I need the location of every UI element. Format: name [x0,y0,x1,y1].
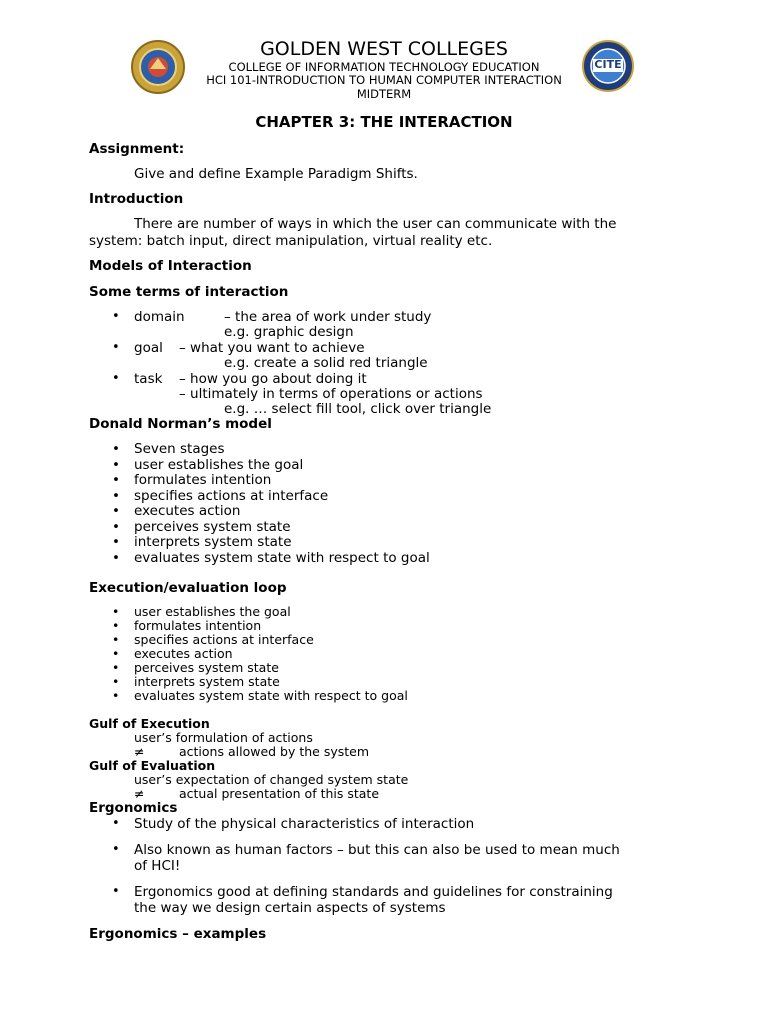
term-domain-eg: e.g. graphic design [224,324,354,340]
bullet: • [112,842,120,857]
term-goal-def: – what you want to achieve [179,340,365,356]
list-item: perceives system state [134,660,279,675]
bullet: • [112,674,120,689]
bullet: • [112,604,120,619]
term-label: MIDTERM [356,87,412,101]
list-item: executes action [134,503,241,519]
ergonomics-item-2b: of HCI! [134,858,181,874]
gulf-evaluation-heading: Gulf of Evaluation [89,758,216,773]
college-name: COLLEGE OF INFORMATION TECHNOLOGY EDUCATION [228,60,540,74]
gulf-execution-line-1: user’s formulation of actions [134,730,313,745]
introduction-line-2: system: batch input, direct manipulation, virtual reality etc. [89,233,493,249]
term-domain-def: – the area of work under study [224,309,432,325]
ergonomics-examples-heading: Ergonomics – examples [89,926,267,942]
bullet: • [112,456,120,473]
list-item: evaluates system state with respect to goal [134,549,430,566]
bullet: • [112,646,120,661]
loop-heading: Execution/evaluation loop [89,580,287,596]
bullet: • [112,534,120,550]
ergonomics-item-3b: the way we design certain aspects of systems [134,900,446,916]
list-item: formulates intention [134,472,272,488]
bullet: • [112,884,120,899]
gulf-execution-line-2: actions allowed by the system [179,744,370,759]
list-item: evaluates system state with respect to goal [134,688,408,703]
bullet: • [112,371,120,386]
list-item: perceives system state [134,518,291,535]
assignment-text: Give and define Example Paradigm Shifts. [134,166,418,182]
ergonomics-item-1: Study of the physical characteristics of interaction [134,816,475,832]
introduction-heading: Introduction [89,191,184,207]
cite-logo-text: CITE [594,58,622,71]
bullet: • [112,816,120,831]
bullet: • [112,487,120,504]
chapter-title: CHAPTER 3: THE INTERACTION [255,113,513,131]
list-item: formulates intention [134,618,262,633]
term-domain: domain [134,309,185,325]
models-heading: Models of Interaction [89,258,252,274]
not-equal-sign: ≠ [134,786,145,801]
bullet: • [112,518,120,535]
list-item: specifies actions at interface [134,632,314,647]
list-item: interprets system state [134,674,280,689]
list-item: executes action [134,646,233,661]
bullet: • [112,441,120,457]
term-task: task [134,371,163,387]
ergonomics-item-3a: Ergonomics good at defining standards and guidelines for constraining [134,884,613,900]
ergonomics-heading: Ergonomics [89,800,178,816]
list-item: user establishes the goal [134,604,291,619]
term-goal-eg: e.g. create a solid red triangle [224,355,428,371]
list-item: specifies actions at interface [134,487,329,504]
bullet: • [112,660,120,675]
bullet: • [112,688,120,703]
bullet: • [112,632,120,647]
bullet: • [112,340,120,355]
term-goal: goal [134,340,163,356]
gulf-execution-heading: Gulf of Execution [89,716,210,731]
gulf-evaluation-line-1: user’s expectation of changed system state [134,772,409,787]
bullet: • [112,503,120,519]
terms-heading: Some terms of interaction [89,284,289,300]
bullet: • [112,472,120,488]
not-equal-sign: ≠ [134,744,145,759]
list-item: Seven stages [134,441,225,457]
bullet: • [112,549,120,566]
list-item: interprets system state [134,534,292,550]
bullet: • [112,618,120,633]
list-item: user establishes the goal [134,456,304,473]
norman-heading: Donald Norman’s model [89,416,272,432]
assignment-heading: Assignment: [89,141,185,157]
course-title: HCI 101-INTRODUCTION TO HUMAN COMPUTER INTERACTION [206,73,562,87]
gulf-evaluation-line-2: actual presentation of this state [179,786,380,801]
introduction-line-1: There are number of ways in which the user can communicate with the [134,216,617,232]
term-task-def: – how you go about doing it [179,371,367,387]
ergonomics-item-2a: Also known as human factors – but this can also be used to mean much [134,842,620,858]
school-name: GOLDEN WEST COLLEGES [260,38,508,60]
term-task-eg: e.g. … select fill tool, click over triangle [224,401,492,417]
bullet: • [112,309,120,324]
term-task-def-2: – ultimately in terms of operations or actions [179,386,483,402]
